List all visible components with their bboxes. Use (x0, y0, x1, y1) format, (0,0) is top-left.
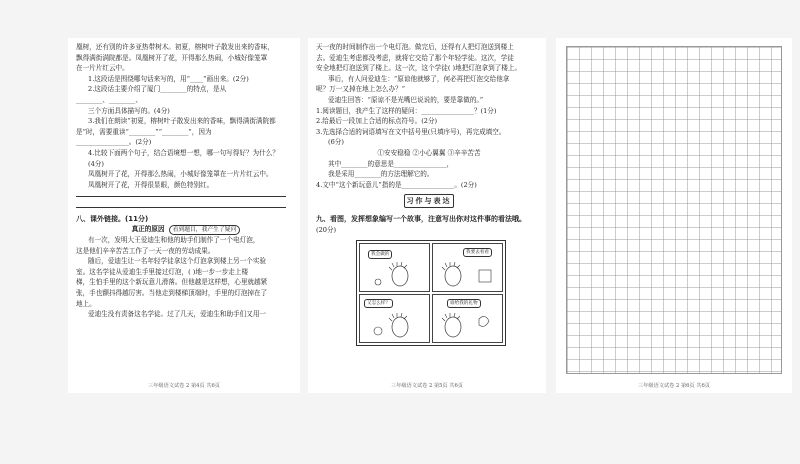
comic-panel-3 (359, 294, 430, 343)
answer-line[interactable] (76, 190, 296, 201)
passage-line: 凰树，还有别的许多亚热带树木。初夏，榕树叶子散发出来的香味， (76, 43, 274, 51)
page-footer: 三年级语文试卷 2 第6页 共6页 (638, 383, 710, 389)
story-line: 爱迪生回答：“原谅不是光嘴巴说说的，要是靠做的。” (328, 95, 484, 104)
section-8-heading: 八、课外链接。(11分) (76, 214, 149, 223)
page-footer: 三年级语文试卷 2 第4页 共6页 (148, 383, 220, 389)
story-line: 张，手也颤抖得越厉害。当他走到楼梯顶端时，手里的灯泡掉在了 (76, 289, 268, 298)
question-4: 4.比较下面两个句子，结合语境想一想，哪一句写得好？为什么？ (88, 148, 279, 157)
sentence-a: 凤凰树开了花，开得那么热闹，小城好像笼罩在一片片红云中。 (88, 170, 273, 179)
question-1: 1.这段话是围绕哪句话来写的，用“____”画出来。(2分) (88, 74, 249, 83)
comic-panel-1 (359, 243, 430, 292)
comic-panel-4 (432, 294, 503, 343)
exam-page-4 (68, 38, 300, 393)
section-9-heading: 九、看图，发挥想象编写一个故事，注意写出你对这件事的看法哦。 (316, 215, 526, 224)
page-footer: 三年级语文试卷 2 第5页 共6页 (391, 383, 463, 389)
comic-panel-2 (432, 243, 503, 292)
question-3-points: (6分) (328, 138, 344, 147)
story-line: 随后，爱迪生让一名年轻学徒拿这个灯泡拿到楼上另一个实验 (88, 257, 267, 266)
page-4-content (76, 42, 296, 320)
page-5-content (316, 42, 542, 346)
story-line: 有一次，发明大王爱迪生和他的助手们制作了一个电灯泡， (88, 236, 260, 245)
question-2: 2.给最后一段加上合适的标点符号。(2分) (316, 117, 438, 126)
passage-line: 在一片片红云中。 (76, 64, 129, 73)
exam-page-6 (556, 38, 792, 393)
story-line: 爱迪生没有责备这名学徒。过了几天，爱迪生和助手们又用一 (88, 310, 267, 319)
story-line: 梯，生怕手里的这个新玩意儿滑落。但他越是这样想，心里就越紧 (76, 278, 268, 287)
story-line: 呢？万一又掉在地上怎么办？” (316, 85, 406, 94)
hedgehog-icon (360, 244, 430, 290)
speech-bubble: 我要去看看 (463, 248, 492, 257)
question-3-end: ________________。(2分) (76, 138, 152, 147)
question-3-cont: 是”时，需要重读“________”“________”，因为 (76, 127, 212, 136)
question-1: 1.阅读题目，我产生了这样的疑问：________________？(1分) (316, 106, 497, 115)
story-line: 这是他们辛辛苦苦工作了一天一夜的劳动成果。 (76, 246, 215, 255)
question-3-fill-2: 我是采用________的方法理解它的。 (328, 170, 434, 179)
question-3: 3.我们在朗读“初夏，榕树叶子散发出来的香味，飘得满街满院都 (88, 117, 276, 126)
question-4-points: (4分) (88, 159, 104, 168)
passage-line: 飘得满街满院都是。凤凰树开了花，开得那么热闹，小城好像笼罩 (76, 53, 268, 62)
sentence-b: 凤凰树开了花，开得很显眼，颜色特别红。 (88, 180, 214, 189)
composition-grid[interactable] (566, 46, 782, 374)
question-4: 4.文中“这个新玩意儿”指的是________________。(2分) (316, 180, 477, 189)
hedgehog-icon (433, 244, 503, 290)
story-line: 安全地把灯泡送到了楼上。这一次，这个学徒( )地把灯泡拿到了楼上。 (316, 64, 522, 73)
story-line: 室。这名学徒从爱迪生手里接过灯泡，( )地一步一步走上楼 (76, 267, 249, 276)
story-line: 事后，有人问爱迪生：“原谅他就够了，何必再把灯泡交给他拿 (328, 74, 510, 83)
question-2-cont: ________、________、 (76, 95, 142, 104)
hedgehog-icon (433, 295, 503, 341)
exam-page-5 (308, 38, 546, 393)
lightbulb-note: 看到题目，我产生了疑问 (169, 225, 241, 235)
speech-bubble: 谁给我的礼物 (447, 299, 481, 308)
speech-bubble: 又怎么样？ (364, 299, 393, 308)
story-line: 地上。 (76, 299, 96, 308)
writing-section-banner: 习作与表达 (404, 194, 454, 208)
answer-line[interactable] (76, 201, 296, 212)
story-line: 去。爱迪生考虑都没考虑，就将它交给了那个年轻学徒。这次，学徒 (316, 53, 514, 62)
comic-strip (356, 240, 506, 346)
question-2: 2.这段话主要介绍了厦门________的特点，是从 (88, 85, 227, 94)
question-3-fill: 其中________的意思是________________， (328, 159, 454, 168)
story-title: 真正的原因 (131, 225, 165, 234)
word-options: ①安安稳稳 ②小心翼翼 ③辛辛苦苦 (377, 148, 481, 157)
story-line: 天一夜的时间制作出一个电灯泡。做完后，还得有人把灯泡送到楼上 (316, 43, 514, 51)
speech-bubble: 我会做的 (368, 250, 392, 259)
hedgehog-icon (360, 295, 430, 341)
question-3: 3.先选择合适的词语填写在文中括号里(只填序号)，再完成填空。 (316, 127, 506, 136)
story-title-row (76, 224, 296, 235)
question-2-end: 三个方面具体描写的。(4分) (88, 106, 170, 115)
section-9-points: (20分) (316, 225, 337, 234)
